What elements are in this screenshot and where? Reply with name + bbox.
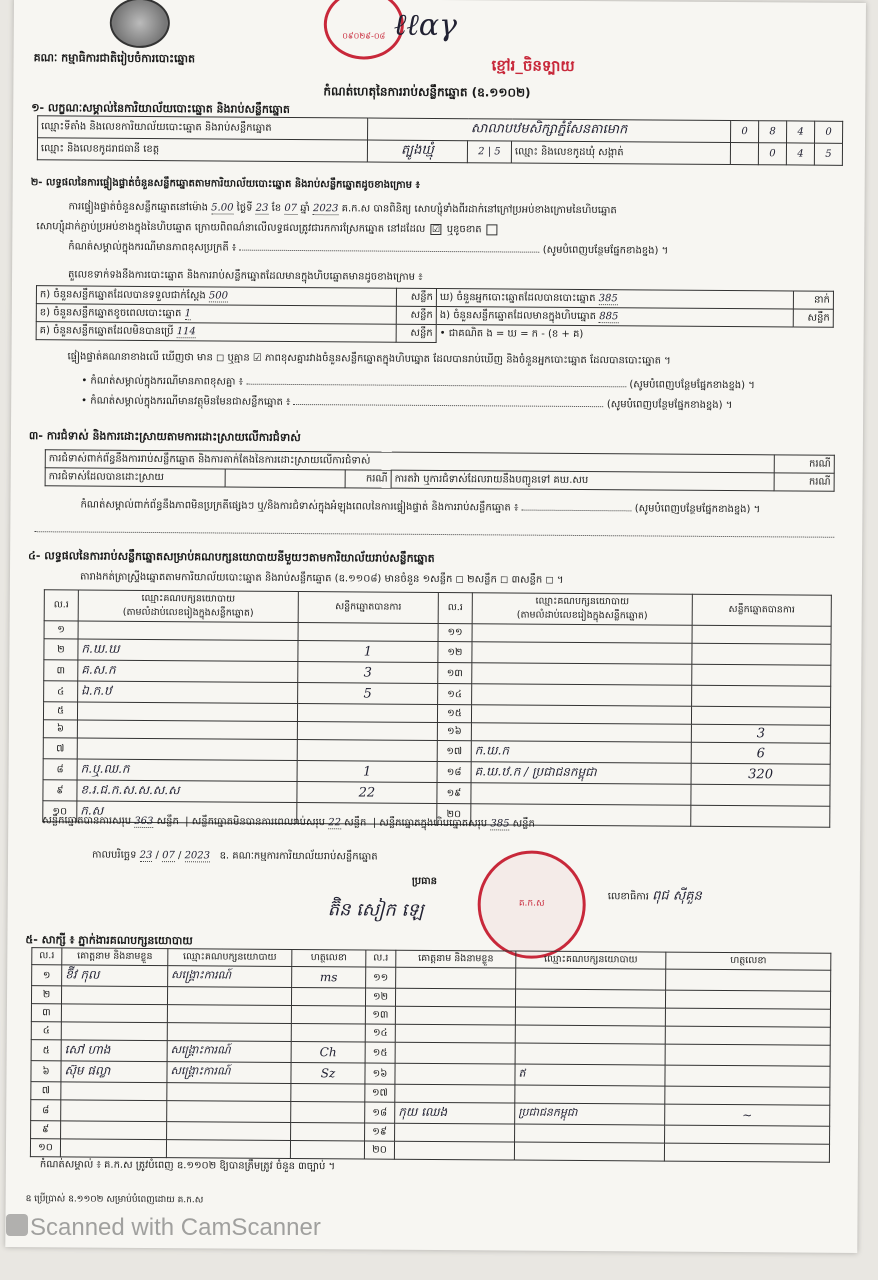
witness-cell — [167, 1023, 291, 1042]
witness-cell: ៧ — [31, 1082, 61, 1100]
s5-footnote: កំណត់សម្គាល់ ៖ គ.ក.ស ត្រូវបំពេញ ឧ.១១០២ ឱ្យបានត្រឹមត្រូវ ចំនួន ៣ច្បាប់ ។ — [39, 1159, 336, 1173]
witness-cell — [394, 1141, 514, 1160]
witness-cell — [291, 1023, 365, 1042]
witness-cell: ១២ — [365, 988, 395, 1006]
s2-line2: សោហ្សុំដាក់ភ្ជាប់ប្រអប់ខាងក្នុងនៃហិបឆ្នោត ក្រោយពិពណ៌នាលើលទ្ធផលត្រូវជារកការស្រែកឆ្នោត នៅដដែល ☑ ឬខូចខាត — [36, 219, 836, 240]
witness-cell: សង្គ្រោះការណ៍ — [167, 1041, 291, 1063]
witness-cell — [396, 967, 516, 989]
results-cell — [77, 720, 297, 740]
witness-cell — [167, 1005, 291, 1024]
s2-compare: ផ្ទៀងផ្ទាត់គណនាខាងលើ ឃើញថា មាន ◻ ឬគ្មាន ☑ ភាពខុសគ្នារវាងចំនួនសន្លឹកឆ្នោតក្នុងហិបឆ្នោត ដែលបានរាប់ឃើញ និងចំនួនអ្នកបោះឆ្នោត ដែលបានបោះឆ្នោត ។ — [67, 351, 671, 367]
s2-count-row: គ) ចំនួនសន្លឹកឆ្នោតដែលមិនបានប្រើ 114 សន្លឹក • ជាគណិត ង = ឃ = ក - (ខ + គ) — [36, 322, 833, 346]
section5-heading: ៥- សាក្សី ៖ ភ្នាក់ងារគណបក្សនយោបាយ — [25, 933, 193, 948]
s3-dotted-line — [34, 531, 834, 538]
witness-cell: ~ — [665, 1104, 830, 1126]
results-cell: 1 — [298, 641, 438, 663]
results-cell: ១០ — [43, 801, 77, 822]
witness-cell: ១៤ — [365, 1024, 395, 1042]
s3-row2a: ការជំទាស់ដែលបានដោះស្រាយ — [45, 468, 225, 487]
witness-cell — [395, 1063, 515, 1085]
witness-cell — [515, 1007, 665, 1026]
results-cell — [691, 706, 830, 725]
results-cell: ក.ឃ.ក — [471, 741, 691, 764]
witness-cell — [167, 1101, 291, 1123]
results-cell: ៩ — [43, 780, 77, 801]
results-cell: ៣ — [44, 660, 78, 681]
section3-table: ការជំទាស់ពាក់ព័ន្ធនឹងការរាប់សន្លឹកឆ្នោត និងការតាក់តែងនៃការដោះស្រាយលើការជំទាស់ ករណី ការជំទាស់ដែលបានដោះស្រាយ ករណី ការតវ៉ា ឬការជំទាស់ដែលរាយនឹងបញ្ជូនទៅ គឃ.សប ករណី — [45, 449, 835, 492]
results-cell — [692, 664, 831, 686]
witness-cell: ១៨ — [365, 1102, 395, 1123]
s1-province-code: 2 | 5 — [467, 141, 511, 163]
results-cell: 3 — [298, 662, 438, 684]
results-cell: គ.ស.ក — [78, 660, 298, 683]
witness-cell — [395, 1024, 515, 1043]
results-cell — [78, 621, 298, 641]
witness-cell — [516, 968, 666, 990]
witness-cell — [166, 1140, 290, 1159]
results-cell: 22 — [297, 782, 437, 804]
results-cell: ១ — [44, 621, 78, 639]
witness-cell: ១៦ — [365, 1063, 395, 1084]
results-cell — [298, 623, 438, 642]
results-cell: ៧ — [43, 738, 77, 759]
results-cell: 3 — [691, 724, 830, 743]
commission-seal-text: គ.ក.ស — [518, 898, 545, 909]
s1-row2-label: ឈ្មោះ និងលេខកូដរាជធានី ខេត្ត — [37, 138, 367, 162]
secretary-label: លេខាធិការ ពុជ សុីគួន — [607, 888, 702, 904]
s2-intro: តួលេខទាក់ទងនឹងការបោះឆ្នោត និងការរាប់សន្លឹកឆ្នោតដែលមានក្នុងហិបឆ្នោតមានដូចខាងក្រោម ៖ — [68, 269, 423, 283]
s2-counts-table — [36, 285, 834, 346]
results-cell — [472, 663, 692, 686]
witness-cell — [167, 1083, 291, 1102]
witness-cell — [395, 1006, 515, 1025]
witness-cell: ១៣ — [365, 1006, 395, 1024]
results-cell — [692, 685, 831, 707]
witness-cell — [514, 1142, 664, 1161]
results-cell — [472, 624, 692, 644]
witness-cell — [515, 1085, 665, 1104]
witness-cell: ១០ — [30, 1139, 60, 1157]
s2-note2: • កំណត់សម្គាល់ក្នុងករណីមានវត្ថុមិនមែនជាសន្លឹកឆ្នោត ៖ (សូមបំពេញបន្ថែមផ្នែកខាងខ្នង) ។ — [81, 395, 733, 412]
results-cell: ១២ — [438, 642, 472, 663]
results-cell: ក.ស — [77, 801, 297, 824]
s1-row2-label2: ឈ្មោះ និងលេខកូដឃុំ សង្កាត់ — [511, 141, 730, 165]
witness-cell: ២ — [31, 986, 61, 1004]
top-seal-text: ០៩០២៩-០៨ — [342, 31, 386, 41]
camscanner-logo-icon — [6, 1214, 28, 1236]
results-cell — [691, 784, 830, 806]
witness-cell — [665, 1008, 830, 1027]
s2-line3: កំណត់សម្គាល់ក្នុងករណីមានភាពខុសប្រក្រតី ៖ (សូមបំពេញបន្ថែមផ្នែកខាងខ្នង) ។ — [68, 241, 669, 257]
witness-cell — [395, 988, 515, 1007]
witness-cell: ៦ — [31, 1061, 61, 1082]
s1-digit: 8 — [759, 121, 787, 143]
s4-date: កាលបរិច្ឆេទ 23 / 07 / 2023 ឧ. គណៈកម្មការការិយាល័យរាប់សន្លឹកឆ្នោត — [91, 849, 378, 863]
s3-row2b: ការតវ៉ា ឬការជំទាស់ដែលរាយនឹងបញ្ជូនទៅ គឃ.សប — [391, 470, 774, 491]
witness-cell — [61, 1082, 167, 1101]
results-cell: ក.ឬ.ឈ.ក — [77, 759, 297, 782]
section1-table — [37, 115, 843, 166]
s1-digit: 0 — [731, 121, 759, 143]
results-cell — [471, 783, 691, 806]
top-signature: ℓℓαγ — [393, 7, 458, 44]
witness-cell — [291, 1101, 365, 1123]
s1-digit: 5 — [814, 143, 842, 165]
section4-heading: ៤- លទ្ធផលនៃការរាប់សន្លឹកឆ្នោតសម្រាប់គណបក្សនយោបាយនីមួយៗតាមការិយាល័យរាប់សន្លឹកឆ្នោត — [28, 549, 435, 565]
results-cell: 1 — [297, 761, 437, 783]
s1-digit: 0 — [758, 143, 786, 165]
witness-cell — [395, 1123, 515, 1142]
s1-row1-label: ឈ្មោះទីតាំង និងលេខការិយាល័យបោះឆ្នោត និងរាប់សន្លឹកឆ្នោត — [38, 116, 368, 140]
witness-cell: ៥ — [31, 1040, 61, 1061]
org-name: គណៈ កម្មាធិការជាតិរៀបចំការបោះឆ្នោត — [33, 51, 196, 66]
s1-digit-empty — [730, 143, 758, 165]
ok-checkbox: ☑ — [431, 224, 441, 235]
results-cell — [692, 643, 831, 665]
witness-cell — [291, 1122, 365, 1141]
results-cell: ១៣ — [438, 663, 472, 684]
witness-cell: ms — [292, 966, 366, 988]
s1-digit: 4 — [786, 143, 814, 165]
results-cell: ២ — [44, 639, 78, 660]
results-cell: ២០ — [437, 803, 471, 824]
results-cell: គ.ឃ.ឋ.ក / ប្រជាជនកម្ពុជា — [471, 762, 691, 785]
results-cell: ១៦ — [437, 722, 471, 740]
chair-label: ប្រធាន — [411, 875, 438, 888]
witness-cell — [665, 1086, 830, 1105]
results-cell: ៤ — [44, 681, 78, 702]
s1-digit: 0 — [815, 121, 843, 143]
results-cell: ១៤ — [438, 684, 472, 705]
results-cell: ១៥ — [437, 705, 471, 723]
red-stamp-label: ខ្មៅរ_ចិនទ្បាយ — [491, 56, 575, 75]
s5-witness-table: ល.រ គោត្តនាម និងនាមខ្លួន ឈ្មោះគណបក្សនយោបាយ ហត្ថលេខា ល.រ គោត្តនាម និងនាមខ្លួន ឈ្មោះគណបក្សនយោបាយ ហត្ថលេខា ១ ខ៊ីវ កុល សង្គ្រោះការណ៍ ms ១១ ២ ១២ ៣ ១៣ ៤ ១៤ ៥ សៅ ហាង សង្គ្រោះការណ៍ Ch ១៥ ៦ ស៊ុម ផល្លា សង្គ្រោះការណ៍ Sz ១៦ ឥ ៧ ១៧ ៨ ១៨ កុយ ឈេង ប្រជាជនកម្ពុជា ~ ៩ ១៩ ១០ ២០ — [30, 947, 831, 1163]
document-page — [5, 0, 866, 1253]
s1-digit: 4 — [787, 121, 815, 143]
s3-row1: ការជំទាស់ពាក់ព័ន្ធនឹងការរាប់សន្លឹកឆ្នោត និងការតាក់តែងនៃការដោះស្រាយលើការជំទាស់ — [45, 450, 774, 473]
results-cell: ១៧ — [437, 740, 471, 761]
results-cell — [77, 738, 297, 761]
s3-note: កំណត់សម្គាល់ពាក់ព័ន្ធនឹងភាពមិនប្រក្រតីផ្សេងៗ ឬ/និងការជំទាស់ក្នុងអំឡុងពេលនៃការផ្ទៀងផ្ទាត់ និងការរាប់សន្លឹកឆ្នោត ៖ (សូមបំពេញបន្ថែមផ្នែកខាងខ្នង) ។ — [80, 499, 761, 516]
s2-line1: ការផ្ទៀងផ្ទាត់ចំនួនសន្លឹកឆ្នោតនៅម៉ោង 5.00 ថ្ងៃទី 23 ខែ 07 ឆ្នាំ 2023 គ.ក.ស បានពិនិត្យ សោហ្សុំទាំងពីរដាក់នៅក្រៅប្រអប់ខាងក្រោមនៃហិបឆ្នោត — [68, 201, 617, 217]
broken-checkbox — [487, 224, 498, 235]
witness-cell — [515, 989, 665, 1008]
witness-cell: Ch — [291, 1041, 365, 1063]
results-cell: 320 — [691, 763, 830, 785]
top-red-seal — [324, 0, 404, 60]
results-cell — [472, 684, 692, 707]
witness-cell: សៅ ហាង — [61, 1040, 167, 1062]
results-cell: ៦ — [43, 720, 77, 738]
witness-cell: ប្រជាជនកម្ពុជា — [515, 1103, 665, 1125]
witness-cell — [61, 1022, 167, 1041]
witness-cell — [61, 1121, 167, 1140]
s2-note1: • កំណត់សម្គាល់ក្នុងករណីមានភាពខុសគ្នា ៖ (សូមបំពេញបន្ថែមផ្នែកខាងខ្នង) ។ — [81, 375, 755, 392]
witness-cell — [665, 1065, 830, 1087]
witness-cell: សង្គ្រោះការណ៍ — [167, 1062, 291, 1084]
results-cell — [692, 625, 831, 644]
witness-cell — [290, 1140, 364, 1159]
witness-cell — [515, 1043, 665, 1065]
witness-cell: ២០ — [364, 1141, 394, 1159]
commission-seal — [477, 850, 586, 959]
witness-cell — [395, 1042, 515, 1064]
witness-cell: ៣ — [31, 1004, 61, 1022]
results-cell: 5 — [298, 683, 438, 705]
s4-sub: តារាងកត់ត្រាស្ទ្រីងឆ្នោតតាមការិយាល័យបោះឆ្នោត និងរាប់សន្លឹកឆ្នោត (ឧ.១១០៨) មានចំនួន ១សន្លឹក ◻ ២សន្លឹក ◻ ៣សន្លឹក ◻ ។ — [79, 571, 564, 586]
witness-cell: ៨ — [31, 1100, 61, 1121]
witness-cell: ១៥ — [365, 1042, 395, 1063]
witness-cell: ៩ — [31, 1121, 61, 1139]
results-cell: ខ.រ.ជ.ក.ស.ស.ស.ស — [77, 780, 297, 803]
witness-cell — [395, 1084, 515, 1103]
results-cell: ១១ — [438, 624, 472, 642]
s1-province: ត្បូងឃ្មុំ — [367, 140, 467, 163]
witness-cell — [291, 1005, 365, 1024]
witness-cell — [664, 1143, 829, 1162]
national-emblem-icon — [110, 0, 170, 48]
results-cell — [297, 704, 437, 723]
witness-cell: ១ — [32, 965, 62, 986]
witness-cell: កុយ ឈេង — [395, 1102, 515, 1124]
witness-cell — [665, 1044, 830, 1066]
results-cell: ១៩ — [437, 782, 471, 803]
witness-cell: ១៧ — [365, 1084, 395, 1102]
results-cell — [471, 723, 691, 743]
witness-cell: ស៊ុម ផល្លា — [61, 1061, 167, 1083]
witness-cell — [61, 1004, 167, 1023]
witness-cell — [665, 1026, 830, 1045]
witness-cell — [515, 1124, 665, 1143]
s2-count-row: ក) ចំនួនសន្លឹកឆ្នោតដែលបានទទួលជាក់ស្ដែង 500 សន្លឹក ឃ) ចំនួនអ្នកបោះឆ្នោតដែលបានបោះឆ្នោត 385 នាក់ — [36, 286, 833, 310]
witness-cell: Sz — [291, 1062, 365, 1084]
witness-cell: សង្គ្រោះការណ៍ — [168, 966, 292, 988]
witness-cell — [515, 1025, 665, 1044]
results-cell — [77, 702, 297, 722]
s4-results-table: ល.រ ឈ្មោះគណបក្សនយោបាយ (តាមលំដាប់លេខរៀងក្នុងសន្លឹកឆ្នោត) សន្លឹកឆ្នោតបានការ ល.រ ឈ្មោះគណបក្សនយោបាយ (តាមលំដាប់លេខរៀងក្នុងសន្លឹកឆ្នោត) សន្លឹកឆ្នោតបានការ ១ ១១ ២ ក.ឃ.ឃ 1 ១២ ៣ គ.ស.ក 3 ១៣ ៤ ឯ.ក.ឋ 5 ១៤ ៥ ១៥ ៦ ១៦ 3 ៧ ១៧ ក.ឃ.ក 6 ៨ ក.ឬ.ឈ.ក 1 ១៨ គ.ឃ.ឋ.ក / ប្រជាជនកម្ពុជា 320 ៩ ខ.រ.ជ.ក.ស.ស.ស.ស 22 ១៩ ១០ ក.ស ២០ — [42, 589, 832, 827]
witness-cell — [61, 1100, 167, 1122]
results-cell: ១៨ — [437, 761, 471, 782]
s2-count-row: ខ) ចំនួនសន្លឹកឆ្នោតខូចពេលបោះឆ្នោត 1 សន្លឹក ង) ចំនួនសន្លឹកឆ្នោតដែលមានក្នុងហិបឆ្នោត 885 សន្លឹក — [36, 304, 833, 328]
witness-cell — [167, 987, 291, 1006]
witness-cell: ខ៊ីវ កុល — [62, 965, 168, 987]
results-cell: ក.ឃ.ឃ — [78, 639, 298, 662]
results-cell — [471, 705, 691, 725]
witness-cell — [291, 987, 365, 1006]
section3-heading: ៣- ការជំទាស់ និងការដោះស្រាយតាមការដោះស្រាយលើការជំទាស់ — [28, 429, 301, 445]
witness-cell — [665, 1125, 830, 1144]
s5-footnote2: ឧ ប្រើប្រាស់ ឧ.១១០២ សម្រាប់បំពេញដោយ គ.ក.ស — [25, 1194, 204, 1206]
results-cell: 6 — [691, 742, 830, 764]
camscanner-watermark: Scanned with CamScanner — [30, 1214, 321, 1241]
chair-signature: ត៊ិន សៀក ឡេ — [327, 899, 424, 921]
witness-cell — [665, 990, 830, 1009]
witness-cell: ឥ — [515, 1064, 665, 1086]
witness-cell — [167, 1122, 291, 1141]
section2-heading: ២- លទ្ធផលនៃការផ្ទៀងផ្ទាត់ចំនួនសន្លឹកឆ្នោតតាមការិយាល័យបោះឆ្នោត និងរាប់សន្លឹកឆ្នោតដូចខាងក្រោម ៖ — [30, 177, 420, 191]
section1-heading: ១- លក្ខណៈសម្គាល់នៃការិយាល័យបោះឆ្នោត និងរាប់សន្លឹកឆ្នោត — [31, 101, 290, 116]
s4-totals: សន្លឹកឆ្នោតបានការសរុប 363 សន្លឹក | សន្លឹកឆ្នោតមិនបានការពេលរាប់សរុប 22 សន្លឹក | សន្លឹកឆ្នោតក្នុងហិបឆ្នោតសរុប 385 សន្លឹក — [42, 815, 535, 830]
results-cell — [472, 642, 692, 665]
witness-cell — [61, 986, 167, 1005]
witness-cell — [666, 969, 831, 991]
results-cell: ឯ.ក.ឋ — [78, 681, 298, 704]
witness-cell — [60, 1139, 166, 1158]
witness-cell: ១១ — [366, 967, 396, 988]
results-cell — [297, 740, 437, 762]
results-cell: ៥ — [43, 702, 77, 720]
s2-fill-note: (សូមបំពេញបន្ថែមផ្នែកខាងខ្នង) ។ — [542, 244, 669, 257]
form-title: កំណត់ហេតុនៃការរាប់សន្លឹកឆ្នោត (ឧ.១១០២) — [323, 84, 531, 100]
witness-cell — [291, 1083, 365, 1102]
witness-cell: ៤ — [31, 1022, 61, 1040]
witness-cell: ១៩ — [365, 1123, 395, 1141]
results-cell: ៨ — [43, 759, 77, 780]
s1-row1-value: សាលាបឋមសិក្សាភ្នំសែនតាមោក — [368, 118, 731, 143]
results-cell — [297, 722, 437, 741]
